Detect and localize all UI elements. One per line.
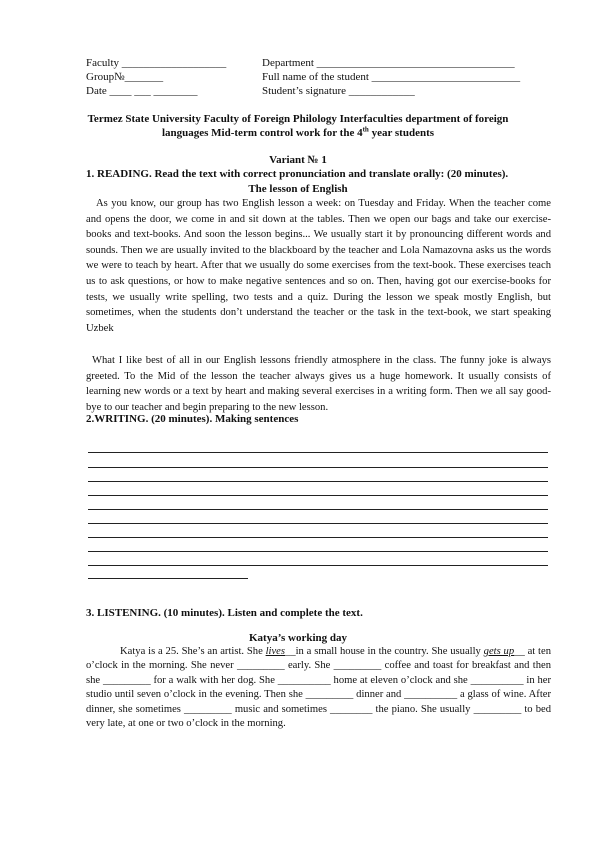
writing-line[interactable]: [88, 537, 548, 538]
variant-label: Variant № 1: [269, 154, 327, 166]
listening-text-part: __in a small house in the country. She usually: [285, 646, 484, 657]
writing-line[interactable]: [88, 481, 548, 482]
title-line2-end: year students: [368, 127, 435, 139]
writing-line[interactable]: [88, 565, 548, 566]
listening-text-part: Katya is a 25. She’s an artist. She: [120, 646, 266, 657]
writing-line[interactable]: [88, 523, 548, 524]
writing-line[interactable]: [88, 467, 548, 468]
document-title-line1: Termez State University Faculty of Foreign Philology Interfaculties department of foreign: [87, 113, 509, 125]
writing-line[interactable]: [88, 509, 548, 510]
listening-text: [86, 645, 551, 731]
reading-paragraph-1: As you know, our group has two English lesson a week: on Tuesday and Friday. When the teacher come and opens the door, we come in and sit down at the tables. Then we open our bags and take our exercise-books and text-books. And soon the lesson begins... We usually start it by pronouncing different words and sounds. Then we are usually invited to the blackboard by the teacher and Lola Namazovna asks us the words we were to teach by heart. After that we usually do some exercises from the text-book. These exercises teach us to ask questions, or how to make negative sentences and so on. Then, having got our exercise-books for tests, we usually write spelling, two tests and a quiz. During the lesson we speak mostly English, but sometimes, when the students don’t understand the teacher or the task in the text-book, we start speaking Uzbek: [86, 198, 551, 334]
reading-heading: 1. READING. Read the text with correct pronunciation and translate orally: (20 minutes).: [86, 168, 509, 180]
student-name-field: Full name of the student ___________________________: [262, 71, 521, 83]
example-answer: gets up: [483, 646, 515, 657]
document-title-line2: [0, 127, 596, 140]
listening-subtitle: Katya’s working day: [249, 632, 347, 644]
reading-subtitle: The lesson of English: [248, 183, 348, 195]
writing-line-short[interactable]: [88, 578, 248, 579]
title-line2-text: languages Mid-term control work for the 4: [161, 127, 363, 139]
example-answer: lives: [265, 646, 286, 657]
reading-paragraph-2: What I like best of all in our English lessons friendly atmosphere in the class. The funny joke is always greeted. To the Mid of the lesson the teacher always gives us a huge homework. It usually consists of learning new words or a text by heart and making several exercises in a writing form. Then we all say good-bye to our teacher and begin preparing to the new lesson.: [86, 355, 551, 413]
writing-heading: 2.WRITING. (20 minutes). Making sentences: [86, 413, 299, 425]
signature-field: Student’s signature ____________: [262, 85, 415, 97]
writing-line[interactable]: [88, 452, 548, 453]
listening-text-part: __ at ten o’clock in the morning. She never _________ early. She _________ coffee and toast for breakfast and then she _________ for a walk with her dog. She __________ home at eleven o’clock and she __________ in her studio until seven o’clock in the evening. Then she _________ dinner and __________ a glass of wine. After dinner, she sometimes _________ music and sometimes ________ the piano. She usually _________ to bed very late, at one or two o’clock in the morning.: [86, 646, 551, 730]
writing-line[interactable]: [88, 551, 548, 552]
title-superscript: th: [362, 125, 369, 134]
group-field: Group№_______: [86, 71, 164, 83]
writing-line[interactable]: [88, 495, 548, 496]
faculty-field: Faculty ___________________: [86, 57, 227, 69]
listening-heading: 3. LISTENING. (10 minutes). Listen and complete the text.: [86, 607, 363, 619]
date-field: Date ____ ___ ________: [86, 85, 198, 97]
department-field: Department ____________________________________: [262, 57, 515, 69]
